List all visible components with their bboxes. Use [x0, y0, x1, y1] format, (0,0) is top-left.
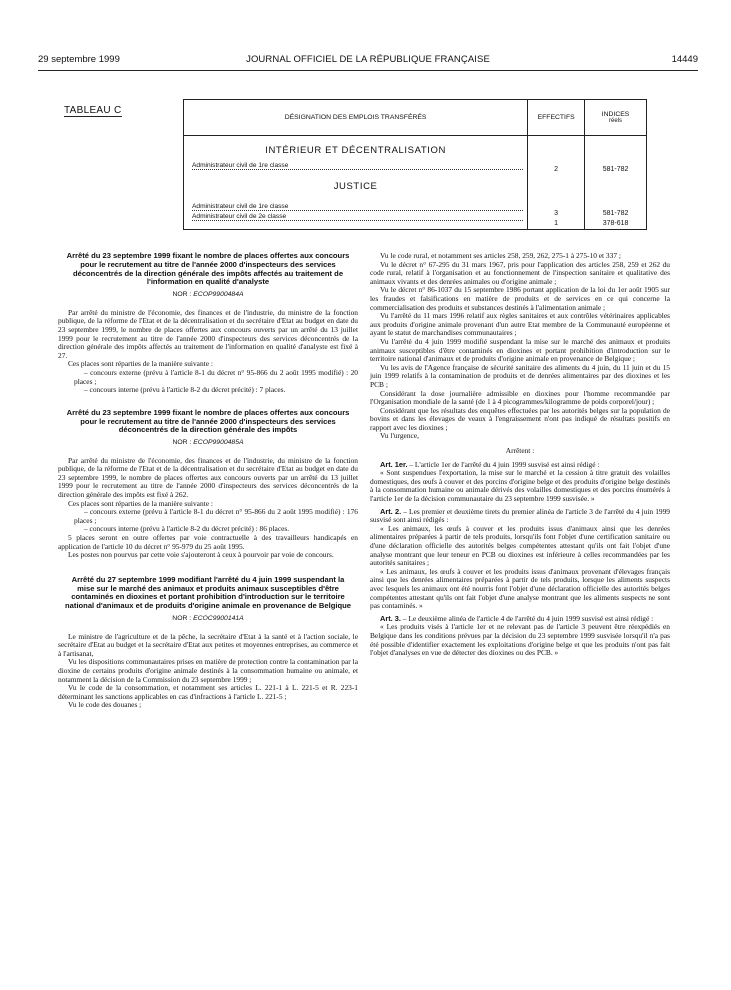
article-2-nor [58, 439, 358, 448]
article-2-title: Arrêté du 23 septembre 1999 fixant le nombre de places offertes aux concours pour le recrutement au titre de l'année 2000 d'inspecteurs des services déconcentrés de la direction générale des impôts [66, 407, 350, 435]
indices-sub-label: réels [609, 118, 623, 124]
row2-indices: 581-782 [602, 210, 629, 217]
article-3-title: Arrêté du 27 septembre 1999 modifiant l'arrêté du 4 juin 1999 suspendant la mise sur le marché des animaux et produits animaux susceptibles d'être contaminés en dioxines et portant prohibition d'introduction sur le territoire national d'animaux et de produits d'origine animale en provenance de Belgique [65, 574, 351, 611]
article-3-body: – Le deuxième alinéa de l'article 4 de l'arrêté du 4 juin 1999 susvisé est ainsi rédigé : [400, 613, 654, 623]
nor-code: ECOC9900141A [193, 615, 244, 623]
article-2-paragraph: 5 places seront en outre offertes par voie contractuelle à des travailleurs handicapés en application de l'article 10 du décret n° 95-979 du 25 août 1995. [58, 533, 358, 551]
article-3-paragraph: Vu le code de la consommation, et notamment ses articles L. 221-1 à L. 221-5 et R. 223-1 déterminant les sanctions applicables en cas d'infractions à l'article L. 221-5 ; [58, 683, 358, 701]
article-2-label: Art. 2. [380, 506, 402, 516]
article-3-quote: « Les produits visés à l'article 1er et ne relevant pas de l'article 3 peuvent être réexpédiés en Belgique dans les conditions prévues par la décision du 23 septembre 1999 susvisée lorsqu'il n'a pas été possible d'identifier exactement les exploitations d'origine belge et que les produits n'ont pas fait l'objet d'analyses en vue de détecter des dioxines ou des PCB. » [370, 622, 670, 658]
indices-cell [585, 136, 647, 230]
considerant-paragraph: Considérant la dose journalière admissible en dioxines pour l'homme recommandée par l'Organisation mondiale de la santé (de 1 à 4 picogrammes/kilogramme de poids corporel/jour) ; [370, 388, 670, 407]
considerant-paragraph: Considérant que les résultats des enquêtes effectuées par les autorités belges sur la population de bovins et dans les élevages de veaux à l'engraissement n'ont pas indiqué de résultats positifs en rapport avec les dioxines ; [370, 405, 670, 432]
visa-paragraph: Vu le décret n° 86-1037 du 15 septembre 1986 portant application de la loi du 1er août 1905 sur les fraudes et falsifications en matière de produits et de services en ce qui concerne la commercialisation des produits et substances destinés à l'alimentation animale ; [370, 285, 670, 312]
visa-paragraph: Vu l'arrêté du 11 mars 1996 relatif aux règles sanitaires et aux contrôles vétérinaires applicables aux produits d'origine animale provenant d'un autre Etat membre de la Communauté européenne et ayant le statut de marchandises communautaires ; [370, 311, 670, 338]
journal-title: JOURNAL OFFICIEL DE LA RÉPUBLIQUE FRANÇAISE [246, 54, 490, 65]
page-header [38, 54, 698, 70]
article-2-paragraph: Par arrêté du ministre de l'économie, des finances et de l'industrie, du ministre de la fonction publique, de la réforme de l'Etat et de la décentralisation et du secrétaire d'Etat au budget en date du 23 septembre 1999, le nombre de places offertes aux concours ouverts par un arrêté du 13 juillet 1999 pour le recrutement au titre de l'année 2000 d'inspecteurs des services déconcentrés de la direction générale des impôts est fixé à 262. [58, 455, 358, 500]
nor-label: NOR : [172, 439, 192, 447]
article-1-body: – L'article 1er de l'arrêté du 4 juin 1999 susvisé est ainsi rédigé : [407, 459, 600, 469]
table-body-row [184, 136, 647, 230]
article-3-paragraph: Le ministre de l'agriculture et de la pêche, la secrétaire d'Etat à la santé et à l'action sociale, le secrétaire d'Etat au budget et la secrétaire d'Etat aux petites et moyennes entreprises, au commerce et à l'artisanat, [58, 631, 358, 658]
effectifs-cell [528, 136, 585, 230]
row2-effectifs: 3 [554, 210, 559, 217]
table-row [184, 162, 527, 172]
row3-effectifs: 1 [554, 220, 559, 227]
article-2-text [370, 508, 670, 525]
row1-effectifs: 2 [554, 166, 559, 173]
nor-label: NOR : [172, 615, 192, 623]
visa-paragraph: Vu le décret n° 67-295 du 31 mars 1967, pris pour l'application des articles 258, 259 et 262 du code rural, relatif à l'organisation et au fonctionnement de l'inspection sanitaire et qualitative des animaux vivants et des denrées animales ou d'origine animale ; [370, 259, 670, 286]
article-3-paragraph: Vu le code des douanes ; [68, 700, 142, 710]
article-1-dash-item: – concours interne (prévu à l'article 8-2 du décret précité) : 7 places. [84, 385, 286, 395]
arretent-heading: Arrêtent : [505, 446, 535, 456]
visa-paragraph: Vu l'arrêté du 4 juin 1999 modifié suspendant la mise sur le marché des animaux et produits animaux susceptibles d'être contaminés en dioxines et portant prohibition d'introduction sur le territoire national d'animaux et de produits d'origine animale en provenance de Belgique ; [370, 336, 670, 364]
tableau-label: TABLEAU C [64, 105, 122, 116]
article-3-nor [58, 615, 358, 624]
article-2-paragraph: Ces places sont réparties de la manière suivante : [68, 498, 213, 508]
article-3-paragraph: Vu les dispositions communautaires prises en matière de protection contre la contamination par la dioxine de certains produits d'origine animale destinés à la consommation humaine ou animale, et notamment la décision de la Commission du 23 septembre 1999 ; [58, 657, 358, 684]
ministry-justice: JUSTICE [333, 181, 378, 192]
urgence-paragraph: Vu l'urgence, [380, 431, 419, 441]
row-label: Administrateur civil de 1re classe [192, 162, 289, 169]
article-1-nor [58, 291, 358, 300]
nor-code: ECOP9900485A [193, 439, 244, 447]
table-header-row [184, 100, 647, 136]
right-column [370, 252, 670, 658]
table-row [184, 213, 527, 223]
visa-paragraph: Vu les avis de l'Agence française de sécurité sanitaire des aliments du 4 juin, du 11 juin et du 15 juin 1999 relatifs à la contamination de produits et de denrées alimentaires par des dioxines et les PCB ; [370, 362, 670, 389]
article-2-dash-item: – concours externe (prévu à l'article 8-1 du décret n° 95-866 du 2 août 1995 modifié) : 176 places ; [74, 507, 358, 525]
col-header-designation: DÉSIGNATION DES EMPLOIS TRANSFÉRÉS [184, 100, 528, 136]
nor-label: NOR : [172, 291, 192, 299]
left-column [58, 252, 358, 710]
indices-label: INDICES [601, 111, 630, 118]
row1-indices: 581-782 [602, 166, 629, 173]
article-1-paragraph: Par arrêté du ministre de l'économie, des finances et de l'industrie, du ministre de la fonction publique, de la réforme de l'Etat et de la décentralisation et du secrétaire d'Etat au budget en date du 23 septembre 1999, le nombre de places offertes aux concours ouverts par un arrêté du 13 juillet 1999 pour le recrutement au titre de l'année 2000 d'inspecteurs des services déconcentrés de la direction générale des impôts affectés au traitement de l'information en qualité d'analyste est fixé à 27. [58, 307, 358, 360]
visa-paragraph: Vu le code rural, et notamment ses articles 258, 259, 262, 275-1 à 275-10 et 337 ; [380, 251, 621, 260]
article-1-title: Arrêté du 23 septembre 1999 fixant le nombre de places offertes aux concours pour le recrutement au titre de l'année 2000 d'inspecteurs des services déconcentrés de la direction générale des impôts affectés au traitement de l'information en qualité d'analyste [66, 251, 350, 287]
article-2-paragraph: Les postes non pourvus par cette voie s'ajouteront à ceux à pourvoir par voie de concours. [68, 550, 334, 560]
designation-cell [184, 136, 528, 230]
row3-indices: 378-618 [602, 220, 629, 227]
article-2-body: – Les premier et deuxième tirets du premier alinéa de l'article 3 de l'arrêté du 4 juin 1999 susvisé sont ainsi rédigés : [370, 506, 670, 525]
article-1-quote: « Sont suspendues l'exportation, la mise sur le marché et la cession à titre gratuit des volailles domestiques, des œufs à couver et des porcins d'origine belge et des produits d'origine belge destinés à la consommation humaine ou animale dérivés des volailles domestiques et des porcins énumérés à l'article 1er de la décision communautaire du 23 septembre 1999 susvisée. » [370, 468, 670, 504]
col-header-effectifs: EFFECTIFS [528, 100, 585, 136]
article-1-dash-item: – concours externe (prévu à l'article 8-1 du décret n° 95-866 du 2 août 1995 modifié) : 20 places ; [74, 367, 358, 386]
col-header-indices [585, 100, 647, 136]
article-1-label: Art. 1er. [380, 459, 408, 469]
emplois-table [183, 99, 647, 230]
article-2-dash-item: – concours interne (prévu à l'article 8-2 du décret précité) : 86 places. [84, 524, 290, 534]
article-3-label: Art. 3. [380, 613, 401, 623]
header-date: 29 septembre 1999 [38, 54, 120, 65]
article-2-quote: « Les animaux, les œufs à couver et les produits issus d'animaux ainsi que les denrées alimentaires préparées à partir de tels produits, lorsqu'ils font l'objet d'une certification sanitaire ou d'une déclaration officielle des autorités belges compétentes attestant qu'ils ont fait l'objet d'une analyse montrant que leur teneur en PCB ou dioxines est inférieure à celles recommandées par les autorités sanitaires ; [370, 523, 670, 568]
article-2-quote: « Les animaux, les œufs à couver et les produits issus d'animaux provenant d'élevages français ainsi que les denrées alimentaires préparées à partir de tels produits, lorsque les aliments suspects avec lesquels les animaux ont été nourris font l'objet d'une déclaration officielle des autorités belges compétentes attestant qu'ils ont fait l'objet d'une analyse montrant que les aliments suspects ne sont pas contaminés. » [370, 566, 670, 611]
table-row [184, 203, 527, 213]
page-number: 14449 [671, 54, 698, 65]
nor-code: ECOP9900484A [193, 291, 244, 299]
row-label: Administrateur civil de 2e classe [192, 213, 287, 220]
header-rule [38, 70, 698, 71]
article-1-paragraph: Ces places sont réparties de la manière suivante : [68, 359, 213, 369]
row-label: Administrateur civil de 1re classe [192, 203, 289, 210]
ministry-interieur: INTÉRIEUR ET DÉCENTRALISATION [265, 145, 446, 156]
